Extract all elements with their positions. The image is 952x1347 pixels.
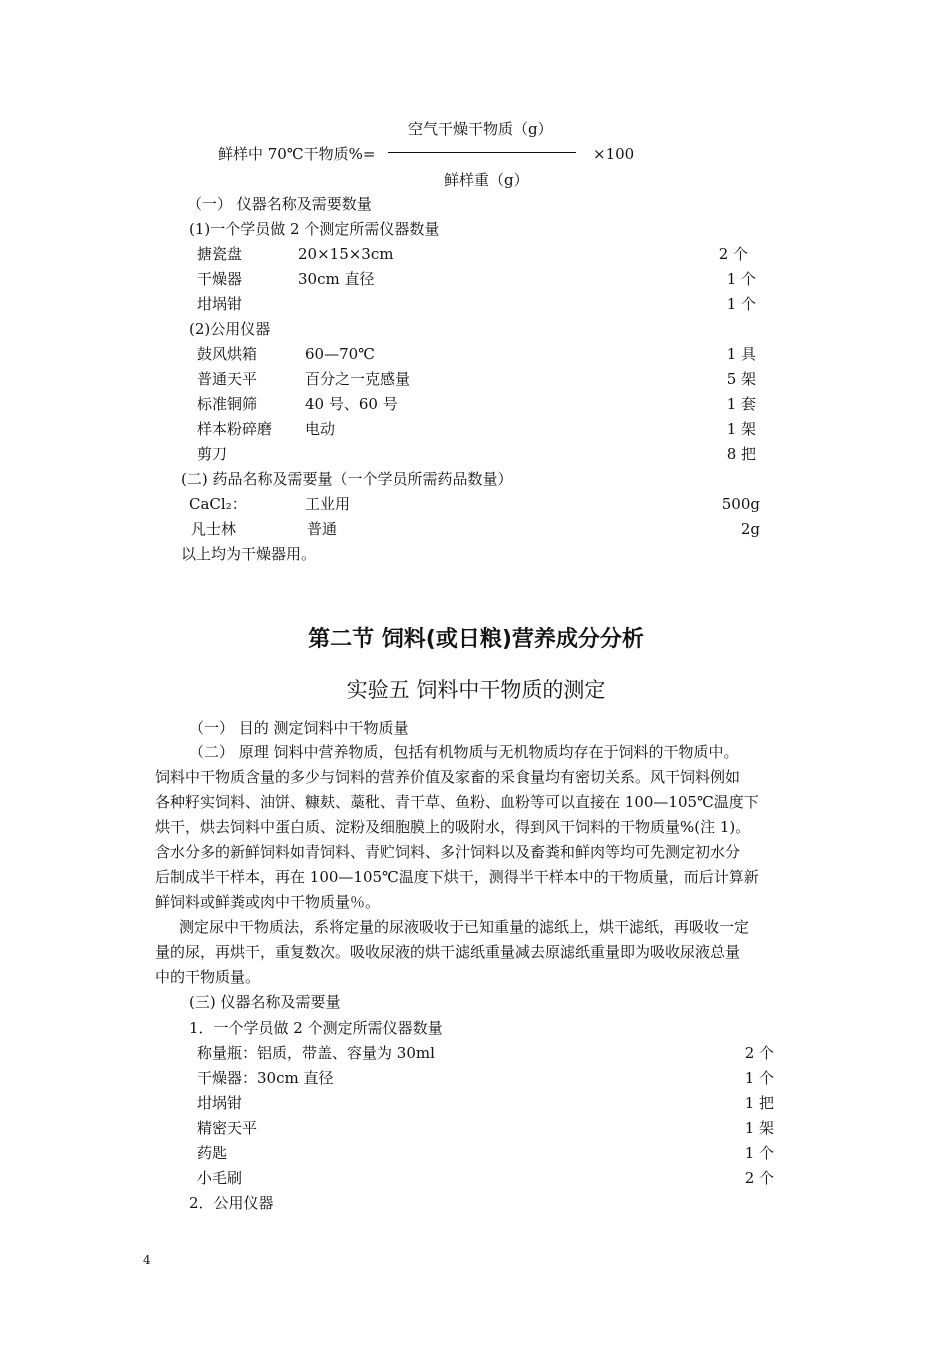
instrument-name: 标准铜筛 — [197, 395, 258, 413]
instrument-spec: 60—70℃ — [305, 345, 375, 363]
paragraph-line: 鲜饲料或鲜粪或肉中干物质量％。 — [155, 893, 381, 911]
part3-item: 干燥器：30cm 直径 — [197, 1069, 334, 1087]
drugs-heading: (二) 药品名称及需要量（一个学员所需药品数量） — [181, 470, 513, 488]
purpose-line: （一） 目的 测定饲料中干物质量 — [189, 719, 409, 737]
paragraph-line: 饲料中干物质含量的多少与饲料的营养价值及家畜的采食量均有密切关系。风干饲料例如 — [155, 768, 741, 786]
instrument-qty: 5 架 — [726, 370, 756, 388]
drug-name: 凡士林 — [191, 520, 237, 538]
formula-denominator: 鲜样重（g） — [444, 171, 529, 189]
paragraph-line: 后制成半干样本，再在 100—105℃温度下烘干，测得半干样本中的干物质量，而后计算新 — [155, 868, 759, 886]
part3-qty: 2 个 — [744, 1044, 774, 1062]
principle-paragraph — [155, 740, 811, 915]
instrument-name: 普通天平 — [197, 370, 258, 388]
drug-qty: 2g — [740, 520, 760, 538]
instrument-name: 样本粉碎磨 — [197, 420, 273, 438]
paragraph-line: 测定尿中干物质法，系将定量的尿液吸收于已知重量的滤纸上，烘干滤纸，再吸收一定 — [179, 918, 750, 936]
formula-lhs: 鲜样中 70℃干物质%= — [218, 145, 376, 163]
instrument-qty: 1 套 — [726, 395, 756, 413]
part3-item: 精密天平 — [197, 1119, 258, 1137]
fraction-bar — [388, 152, 576, 153]
paragraph-line: 烘干，烘去饲料中蛋白质、淀粉及细胞膜上的吸附水，得到风干饲料的干物质量%(注 1)。 — [155, 818, 751, 836]
experiment-title: 实验五 饲料中干物质的测定 — [346, 678, 606, 702]
instrument-qty: 8 把 — [726, 445, 756, 463]
instrument-name: 干燥器 — [197, 270, 243, 288]
formula-numerator: 空气干燥干物质（g） — [408, 120, 553, 138]
instrument-spec: 20×15×3cm — [298, 245, 394, 263]
instruments-sub2: (2)公用仪器 — [189, 320, 271, 338]
paragraph-line: （二） 原理 饲料中营养物质，包括有机物质与无机物质均存在于饲料的干物质中。 — [189, 743, 739, 761]
instrument-name: 坩埚钳 — [197, 295, 243, 313]
formula-multiplier: ×100 — [593, 145, 635, 163]
instrument-spec: 百分之一克感量 — [305, 370, 411, 388]
instrument-qty: 1 个 — [726, 295, 756, 313]
paragraph-line: 量的尿，再烘干，重复数次。吸收尿液的烘干滤纸重量减去原滤纸重量即为吸收尿液总量 — [155, 943, 741, 961]
urine-paragraph — [155, 915, 811, 990]
instrument-name: 剪刀 — [197, 445, 228, 463]
instrument-spec: 40 号、60 号 — [305, 395, 398, 413]
part3-qty: 1 个 — [744, 1069, 774, 1087]
instrument-qty: 2 个 — [718, 245, 748, 263]
part3-item: 小毛刷 — [197, 1169, 243, 1187]
part3-sub2: 2．公用仪器 — [189, 1194, 274, 1212]
part3-item: 称量瓶：铝质，带盖、容量为 30ml — [197, 1044, 435, 1062]
page-number: 4 — [143, 1253, 151, 1267]
paragraph-line: 含水分多的新鲜饲料如青饲料、青贮饲料、多汁饲料以及畜粪和鲜肉等均可先测定初水分 — [155, 843, 741, 861]
instrument-spec: 电动 — [305, 420, 336, 438]
paragraph-line: 各种籽实饲料、油饼、糠麸、藁秕、青干草、鱼粉、血粉等可以直接在 100—105℃温度下 — [155, 793, 759, 811]
part3-sub1: 1．一个学员做 2 个测定所需仪器数量 — [189, 1019, 443, 1037]
part3-qty: 1 个 — [744, 1144, 774, 1162]
part3-qty: 1 架 — [744, 1119, 774, 1137]
part3-qty: 2 个 — [744, 1169, 774, 1187]
dryer-note: 以上均为干燥器用。 — [181, 545, 317, 563]
instrument-name: 鼓风烘箱 — [197, 345, 258, 363]
instrument-name: 搪瓷盘 — [197, 245, 243, 263]
drug-spec: 普通 — [307, 520, 338, 538]
drug-spec: 工业用 — [305, 495, 351, 513]
drug-name: CaCl₂： — [189, 495, 247, 513]
section-title: 第二节 饲料(或日粮)营养成分分析 — [308, 627, 644, 652]
drug-qty: 500g — [721, 495, 760, 513]
instrument-spec: 30cm 直径 — [298, 270, 375, 288]
instrument-qty: 1 架 — [726, 420, 756, 438]
part3-item: 坩埚钳 — [197, 1094, 243, 1112]
instruments-heading: （一） 仪器名称及需要数量 — [187, 195, 372, 213]
instrument-qty: 1 个 — [726, 270, 756, 288]
paragraph-line: 中的干物质量。 — [155, 968, 261, 986]
part3-qty: 1 把 — [744, 1094, 774, 1112]
instrument-qty: 1 具 — [726, 345, 756, 363]
part3-heading: (三) 仪器名称及需要量 — [189, 993, 341, 1011]
part3-item: 药匙 — [197, 1144, 228, 1162]
instruments-sub1: (1)一个学员做 2 个测定所需仪器数量 — [189, 220, 440, 238]
